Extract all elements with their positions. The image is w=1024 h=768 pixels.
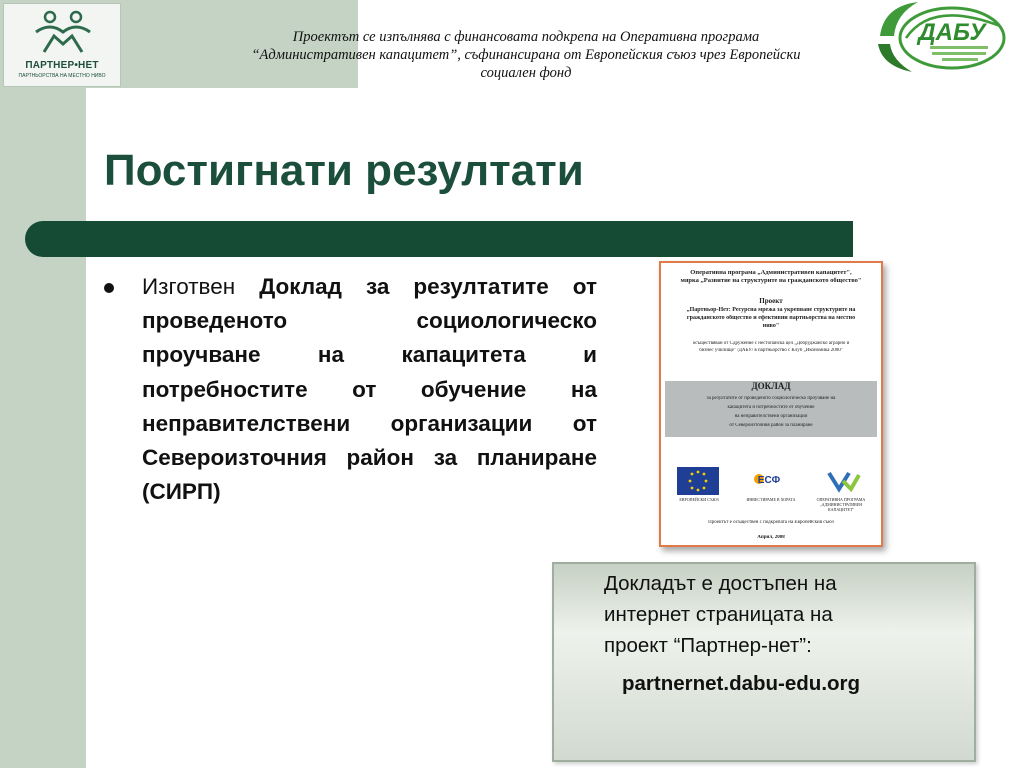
esf-logo-icon [749,467,785,495]
cover-text: осъществяван от Сдружение с нестопанска цел „Добруджанско аграрно и [692,341,850,346]
dabu-logo-icon [872,0,1012,74]
cover-text: на неправителствени организации [734,414,808,419]
cover-logo-caption: ЕВРОПЕЙСКИ СЪЮЗ [679,497,719,502]
cover-date: Април, 2008 [757,535,785,540]
funding-notice-line: “Административен капацитет”, съфинансирана от Европейския съюз чрез Европейски [251,47,801,63]
cover-text: „Партньор-Нет: Ресурсна мрежа за укрепване структурите на [686,307,856,313]
cover-logo-caption: ИНВЕСТИРАМЕ В ХОРАТА [746,497,796,502]
info-text-line: интернет страницата на [604,603,833,626]
partnernet-logo [3,3,121,87]
cover-text: капацитета и потребностите от обучение [727,405,815,410]
cover-logo-caption: ОПЕРАТИВНА ПРОГРАМА „АДМИНИСТРАТИВЕН КАПАЦИТЕТ" [816,497,866,512]
svg-text:ЕСФ: ЕСФ [757,475,781,486]
people-figures-icon [32,10,94,54]
bullet-text [142,270,597,509]
bullet-bold-text: Доклад за резултатите от проведеното социологическо проучване на капацитета и потребностите от обучение на неправителствени организации от Североизточния район за планиране (СИРП) [142,274,597,505]
cover-text: от Североизточния район за планиране [729,423,813,428]
funding-notice-line: социален фонд [480,65,572,81]
funding-notice [170,28,882,82]
left-sidebar-band [0,0,86,768]
eu-flag-icon [677,467,719,495]
cover-text: мярка „Развитие на структурите на гражданското общество" [680,277,862,284]
cover-text: Оперативна програма „Административен капацитет", [690,269,852,276]
op-logo-icon [825,467,863,495]
cover-text: гражданското общество и ефективни партньорства на местно [686,315,856,321]
project-website-link[interactable]: partnernet.dabu-edu.org [622,672,861,695]
info-text-line: Докладът е достъпен на [604,572,837,595]
cover-report-title: ДОКЛАД [751,381,791,391]
slide-title: Постигнати резултати [104,146,584,195]
info-text-line: проект “Партнер-нет”: [604,634,812,657]
bullet-lead: Изготвен [142,274,260,299]
availability-info-box [552,562,976,762]
report-cover-image [659,261,883,547]
partnernet-logo-name: ПАРТНЕР•НЕТ [25,60,99,71]
cover-text: Проект [759,297,783,305]
cover-text: бизнес училище" /ДАБУ/ в партньорство с Клуб „Икономика 2000" [699,348,843,353]
cover-text: Проектът е осъществен с подкрепата на Европейския съюз [708,520,834,525]
funding-notice-line: Проектът се изпълнява с финансовата подкрепа на Оперативна програма [292,29,760,45]
title-divider-bar [25,221,853,257]
partnernet-logo-tagline: ПАРТНЬОРСТВА НА МЕСТНО НИВО [18,73,106,79]
dabu-logo-text: ДАБУ [918,19,986,46]
bullet-point-icon [104,283,114,293]
cover-text: за резултатите от проведеното социологическо проучване на [706,396,836,401]
cover-text: ниво" [762,323,780,329]
